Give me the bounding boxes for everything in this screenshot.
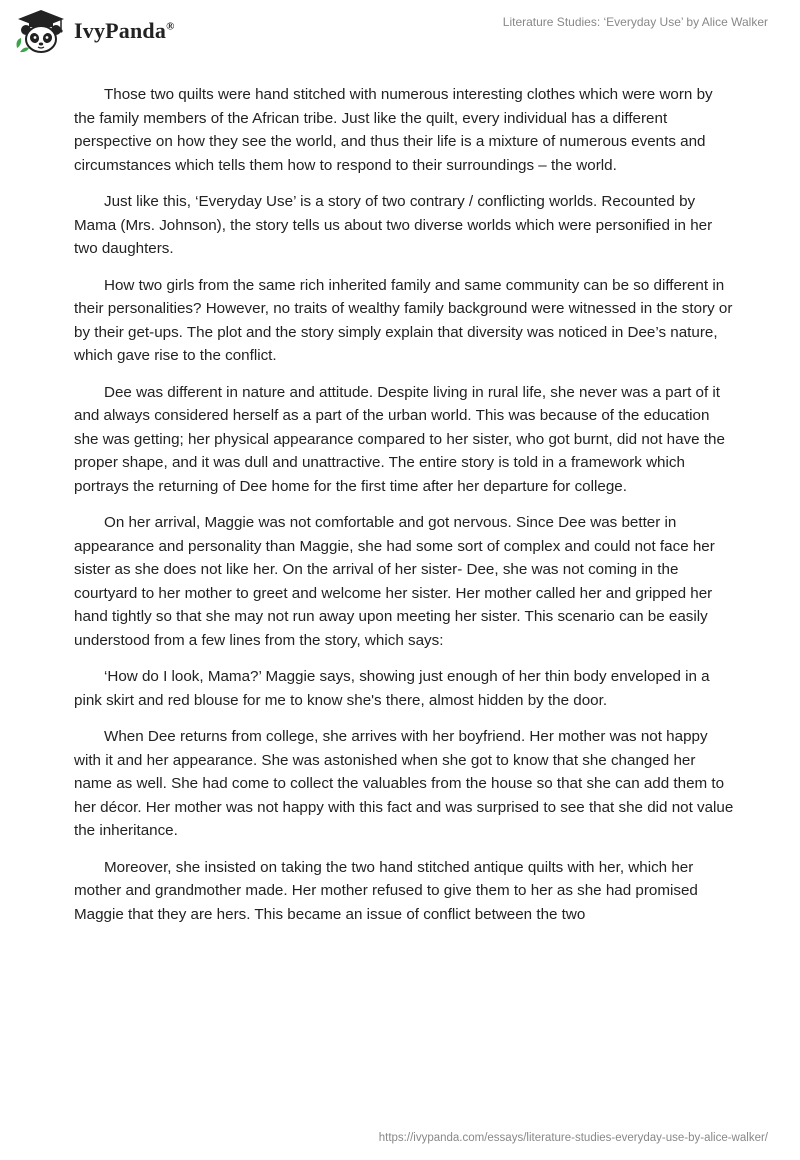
ivypanda-logo[interactable]	[14, 8, 175, 54]
paragraph: On her arrival, Maggie was not comfortable and got nervous. Since Dee was better in appearance and personality than Maggie, she had some sort of complex and could not face her sister as she does not like her. On the arrival of her sister- Dee, she was not coming in the courtyard to her mother to greet and welcome her sister. Her mother called her and gripped her hand tightly so that she may not run away upon meeting her sister. This scenario can be easily understood from a few lines from the story, which says:	[74, 514, 715, 649]
paragraph: Those two quilts were hand stitched with numerous interesting clothes which were worn by the family members of the African tribe. Just like the quilt, every individual has a different perspective on how they see the world, and thus their life is a mixture of numerous events and circumstances which tells them how to respond to their surroundings – the world.	[74, 86, 713, 174]
paragraph: Just like this, ‘Everyday Use’ is a story of two contrary / conflicting worlds. Recounted by Mama (Mrs. Johnson), the story tells us about two diverse worlds which were personified in her two daughters.	[74, 193, 713, 257]
paragraph: Dee was different in nature and attitude. Despite living in rural life, she never was a part of it and always considered herself as a part of the urban world. This was because of the education she was getting; her physical appearance compared to her sister, who got burnt, did not have the proper shape, and it was dull and unattractive. The entire story is told in a framework which portrays the returning of Dee home for the first time after her departure for college.	[74, 383, 725, 495]
essay-body	[74, 83, 734, 939]
document-title: Literature Studies: ‘Everyday Use’ by Alice Walker	[502, 15, 768, 29]
brand-name: IvyPanda®	[74, 18, 175, 43]
paragraph: Moreover, she insisted on taking the two hand stitched antique quilts with her, which her mother and grandmother made. Her mother refused to give them to her as she had promised Maggie that they are hers. This became an issue of conflict between the two	[74, 858, 698, 923]
paragraph: How two girls from the same rich inherited family and same community can be so different in their personalities? However, no traits of wealthy family background were witnessed in the story or by their get-ups. The plot and the story simply explain that diversity was noticed in Dee’s nature, which gave rise to the conflict.	[74, 276, 733, 364]
paragraph: When Dee returns from college, she arrives with her boyfriend. Her mother was not happy with it and her appearance. She was astonished when she got to know that she changed her name as well. She had come to collect the valuables from the house so that she can add them to her décor. Her mother was not happy with this fact and was surprised to see that she did not value the inheritance.	[74, 728, 734, 839]
panda-graduate-icon	[14, 8, 68, 54]
page-header	[0, 0, 800, 62]
quote-paragraph: ‘How do I look, Mama?’ Maggie says, showing just enough of her thin body enveloped in a pink skirt and red blouse for me to know she's there, almost hidden by the door.	[74, 668, 710, 709]
source-url[interactable]: https://ivypanda.com/essays/literature-studies-everyday-use-by-alice-walker/	[378, 1132, 768, 1144]
